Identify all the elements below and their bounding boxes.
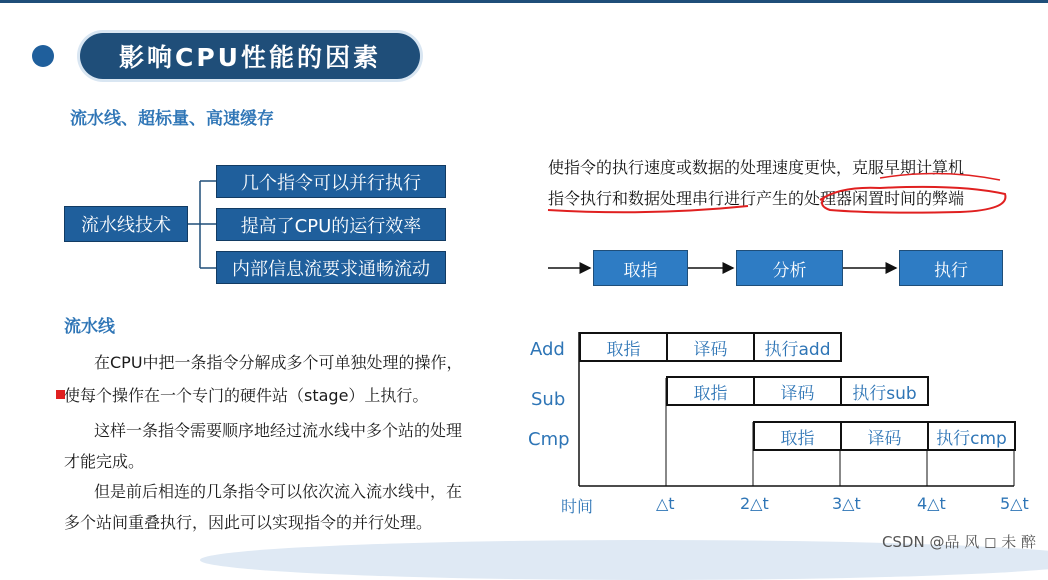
pipeline-cell: 取指 [579, 332, 668, 362]
section-title: 流水线 [64, 317, 115, 337]
pipeline-cell: 译码 [840, 421, 929, 451]
right-text-line-1: 使指令的执行速度或数据的处理速度更快，克服早期计算机 [548, 158, 965, 177]
pipeline-cell: 译码 [753, 376, 842, 406]
time-tick: 5△t [1000, 494, 1029, 513]
mindmap-root: 流水线技术 [64, 206, 188, 242]
paragraph-line-3: 这样一条指令需要顺序地经过流水线中多个站的处理 [94, 421, 463, 440]
paragraph-line-2: 使每个操作在一个专门的硬件站（stage）上执行。 [64, 386, 429, 405]
pipeline-cell: 取指 [753, 421, 842, 451]
right-text-line-2: 指令执行和数据处理串行进行产生的处理器闲置时间的弊端 [548, 189, 965, 208]
pipeline-cell: 取指 [666, 376, 755, 406]
flow-step-execute: 执行 [899, 250, 1003, 286]
pipeline-cell: 执行add [753, 332, 842, 362]
time-tick: 3△t [832, 494, 861, 513]
time-axis-label: 时间 [561, 497, 594, 516]
time-tick: 4△t [917, 494, 946, 513]
time-tick: △t [656, 494, 675, 513]
paragraph-line-1: 在CPU中把一条指令分解成多个可单独处理的操作， [94, 353, 463, 372]
pipeline-row-label-sub: Sub [531, 389, 566, 410]
pipeline-cell: 执行cmp [927, 421, 1016, 451]
mindmap-branch-3: 内部信息流要求通畅流动 [216, 251, 446, 284]
paragraph-line-6: 多个站间重叠执行，因此可以实现指令的并行处理。 [64, 513, 433, 532]
pipeline-cell: 译码 [666, 332, 755, 362]
pipeline-cell: 执行sub [840, 376, 929, 406]
watermark: CSDN @品 风 ◻ 未 醉 [881, 533, 1036, 551]
pipeline-row-label-add: Add [530, 339, 565, 360]
paragraph-line-5: 但是前后相连的几条指令可以依次流入流水线中，在 [94, 482, 463, 501]
flow-step-analyze: 分析 [736, 250, 843, 286]
slide-title: 影响CPU性能的因素 [80, 33, 420, 79]
subheading: 流水线、超标量、高速缓存 [70, 109, 274, 129]
pipeline-row-label-cmp: Cmp [528, 429, 570, 450]
paragraph-line-4: 才能完成。 [64, 452, 145, 471]
time-tick: 2△t [740, 494, 769, 513]
mindmap-branch-2: 提高了CPU的运行效率 [216, 208, 446, 241]
flow-step-fetch: 取指 [593, 250, 688, 286]
mindmap-branch-1: 几个指令可以并行执行 [216, 165, 446, 198]
